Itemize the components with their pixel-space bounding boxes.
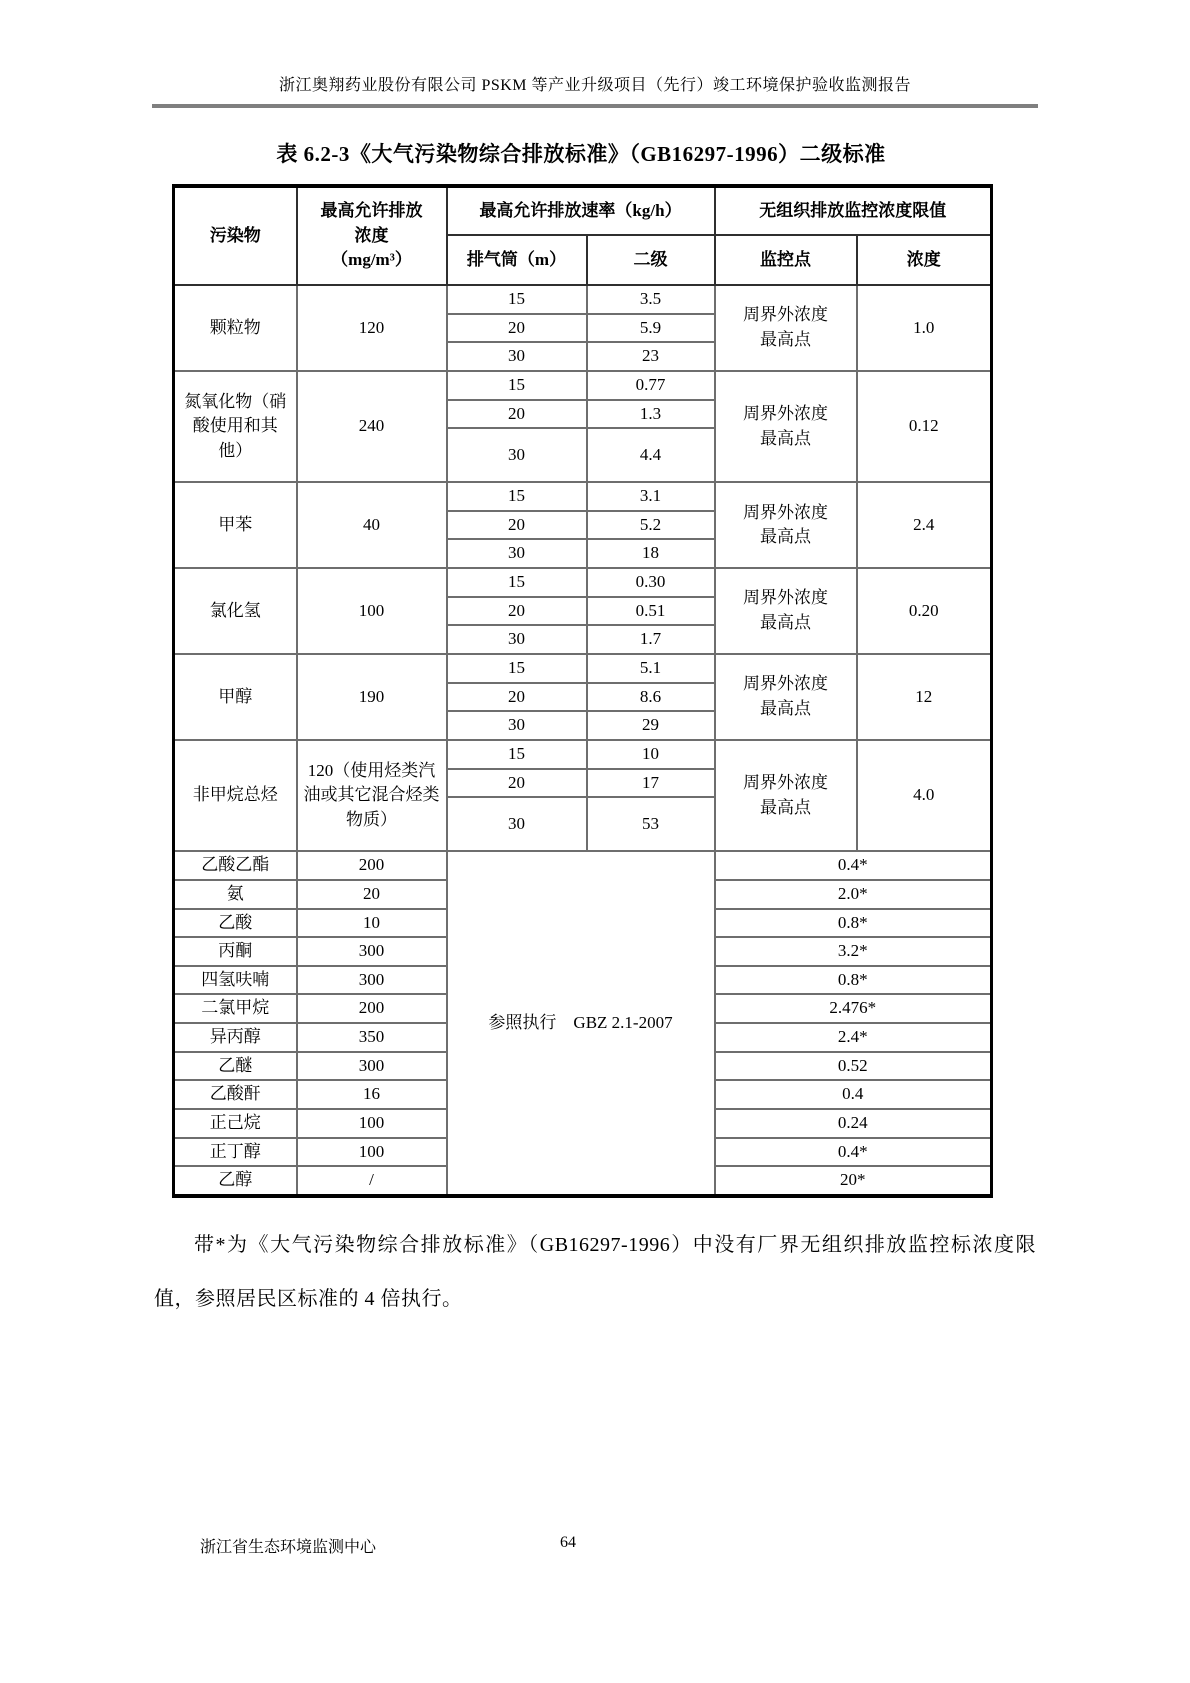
stack-height-cell: 20 — [447, 597, 587, 626]
pollutant-name-cell: 氯化氢 — [174, 568, 297, 654]
max-concentration-cell: 240 — [297, 371, 447, 482]
stack-height-cell: 30 — [447, 797, 587, 851]
pollutant-name-cell: 氮氧化物（硝酸使用和其他） — [174, 371, 297, 482]
page-content — [152, 72, 1038, 1326]
emission-rate-cell: 10 — [587, 740, 715, 769]
stack-height-cell: 30 — [447, 711, 587, 740]
stack-height-cell: 20 — [447, 511, 587, 540]
stack-height-cell: 30 — [447, 539, 587, 568]
monitor-point-cell — [715, 654, 857, 740]
limit-value-cell: 0.20 — [857, 568, 992, 654]
table-title: 表 6.2-3《大气污染物综合排放标准》（GB16297-1996）二级标准 — [276, 142, 886, 166]
table-row — [174, 285, 992, 314]
monitor-point-text: 周界外浓度最高点 — [743, 674, 828, 718]
pollutant-name-cell: 正丁醇 — [174, 1138, 297, 1167]
col-header-concentration-unit: （mg/m³） — [331, 250, 412, 270]
table-row — [174, 568, 992, 597]
col-header-rate: 最高允许排放速率（kg/h） — [447, 186, 715, 235]
monitor-point-text: 周界外浓度最高点 — [743, 502, 828, 547]
pollutant-name-cell: 乙酸乙酯 — [174, 851, 297, 880]
emission-rate-cell: 0.77 — [587, 371, 715, 400]
emission-rate-cell: 4.4 — [587, 428, 715, 482]
emission-rate-cell: 1.7 — [587, 625, 715, 654]
col-header-fugitive: 无组织排放监控浓度限值 — [715, 186, 992, 235]
limit-value-cell: 0.4 — [715, 1080, 992, 1109]
limit-value-cell: 4.0 — [857, 740, 992, 851]
emission-rate-cell: 17 — [587, 769, 715, 798]
limit-value-cell: 0.8* — [715, 909, 992, 938]
reference-note-cell: 参照执行 GBZ 2.1-2007 — [447, 851, 715, 1196]
emission-rate-cell: 1.3 — [587, 400, 715, 429]
stack-height-cell: 30 — [447, 428, 587, 482]
table-row — [174, 371, 992, 400]
table-header-row-1 — [174, 186, 992, 235]
emission-rate-cell: 3.1 — [587, 482, 715, 511]
pollutant-name-cell: 乙酸酐 — [174, 1080, 297, 1109]
emission-rate-cell: 0.30 — [587, 568, 715, 597]
limit-value-cell: 2.4 — [857, 482, 992, 568]
monitor-point-cell — [715, 568, 857, 654]
page-header-text: 浙江奥翔药业股份有限公司 PSKM 等产业升级项目（先行）竣工环境保护验收监测报告 — [278, 77, 912, 94]
pollutant-name-cell: 氨 — [174, 880, 297, 909]
limit-value-cell: 2.4* — [715, 1023, 992, 1052]
max-concentration-cell: 100 — [297, 1109, 447, 1138]
pollutant-name-cell: 异丙醇 — [174, 1023, 297, 1052]
emission-rate-cell: 29 — [587, 711, 715, 740]
stack-height-cell: 20 — [447, 314, 587, 343]
max-concentration-cell: 120 — [297, 285, 447, 371]
col-header-concentration — [297, 186, 447, 285]
max-concentration-cell: 40 — [297, 482, 447, 568]
stack-height-cell: 30 — [447, 342, 587, 371]
stack-height-cell: 15 — [447, 371, 587, 400]
table-row — [174, 851, 992, 880]
stack-height-cell: 15 — [447, 285, 587, 314]
max-concentration-cell: 100 — [297, 1138, 447, 1167]
stack-height-cell: 15 — [447, 568, 587, 597]
max-concentration-cell: 16 — [297, 1080, 447, 1109]
limit-value-cell: 0.12 — [857, 371, 992, 482]
limit-value-cell: 3.2* — [715, 937, 992, 966]
emission-rate-cell: 18 — [587, 539, 715, 568]
monitor-point-cell — [715, 482, 857, 568]
stack-height-cell: 30 — [447, 625, 587, 654]
stack-height-cell: 20 — [447, 683, 587, 712]
limit-value-cell: 20* — [715, 1166, 992, 1196]
max-concentration-cell: 10 — [297, 909, 447, 938]
emission-rate-cell: 8.6 — [587, 683, 715, 712]
pollutant-name-cell: 二氯甲烷 — [174, 994, 297, 1023]
monitor-point-text: 周界外浓度最高点 — [743, 772, 828, 817]
emission-rate-cell: 53 — [587, 797, 715, 851]
monitor-point-text: 周界外浓度最高点 — [743, 403, 828, 448]
limit-value-cell: 0.4* — [715, 1138, 992, 1167]
max-concentration-cell: 300 — [297, 937, 447, 966]
max-concentration-cell: 200 — [297, 994, 447, 1023]
max-concentration-cell: 300 — [297, 966, 447, 995]
header-rule — [152, 104, 1038, 108]
table-row — [174, 482, 992, 511]
monitor-point-cell — [715, 740, 857, 851]
table-row — [174, 740, 992, 769]
limit-value-cell: 12 — [857, 654, 992, 740]
footer-org: 浙江省生态环境监测中心 — [200, 1539, 377, 1556]
max-concentration-cell: 350 — [297, 1023, 447, 1052]
pollutant-name-cell: 乙醇 — [174, 1166, 297, 1196]
pollutant-name-cell: 非甲烷总烃 — [174, 740, 297, 851]
standards-table — [172, 184, 993, 1198]
col-header-monitor: 监控点 — [715, 235, 857, 285]
stack-height-cell: 20 — [447, 769, 587, 798]
monitor-point-cell — [715, 285, 857, 371]
footnote: 带*为《大气污染物综合排放标准》（GB16297-1996）中没有厂界无组织排放监控标浓度限值，参照居民区标准的 4 倍执行。 — [154, 1233, 1036, 1310]
limit-value-cell: 0.4* — [715, 851, 992, 880]
pollutant-name-cell: 颗粒物 — [174, 285, 297, 371]
monitor-point-text: 周界外浓度最高点 — [743, 305, 828, 349]
emission-rate-cell: 23 — [587, 342, 715, 371]
monitor-point-text: 周界外浓度最高点 — [743, 588, 828, 633]
monitor-point-cell — [715, 371, 857, 482]
limit-value-cell: 1.0 — [857, 285, 992, 371]
max-concentration-cell: 190 — [297, 654, 447, 740]
limit-value-cell: 0.24 — [715, 1109, 992, 1138]
max-concentration-cell: 120（使用烃类汽油或其它混合烃类物质） — [297, 740, 447, 851]
col-header-limit: 浓度 — [857, 235, 992, 285]
page-number: 64 — [560, 1534, 576, 1551]
table-row — [174, 654, 992, 683]
max-concentration-cell: 300 — [297, 1052, 447, 1081]
limit-value-cell: 2.0* — [715, 880, 992, 909]
col-header-stack: 排气筒（m） — [447, 235, 587, 285]
emission-rate-cell: 5.2 — [587, 511, 715, 540]
stack-height-cell: 20 — [447, 400, 587, 429]
pollutant-name-cell: 四氢呋喃 — [174, 966, 297, 995]
emission-rate-cell: 3.5 — [587, 285, 715, 314]
pollutant-name-cell: 甲醇 — [174, 654, 297, 740]
max-concentration-cell: / — [297, 1166, 447, 1196]
max-concentration-cell: 20 — [297, 880, 447, 909]
col-header-pollutant: 污染物 — [174, 186, 297, 285]
max-concentration-cell: 100 — [297, 568, 447, 654]
stack-height-cell: 15 — [447, 740, 587, 769]
emission-rate-cell: 5.1 — [587, 654, 715, 683]
emission-rate-cell: 5.9 — [587, 314, 715, 343]
max-concentration-cell: 200 — [297, 851, 447, 880]
pollutant-name-cell: 乙醚 — [174, 1052, 297, 1081]
limit-value-cell: 2.476* — [715, 994, 992, 1023]
col-header-level: 二级 — [587, 235, 715, 285]
emission-rate-cell: 0.51 — [587, 597, 715, 626]
pollutant-name-cell: 丙酮 — [174, 937, 297, 966]
pollutant-name-cell: 乙酸 — [174, 909, 297, 938]
pollutant-name-cell: 正己烷 — [174, 1109, 297, 1138]
stack-height-cell: 15 — [447, 482, 587, 511]
pollutant-name-cell: 甲苯 — [174, 482, 297, 568]
limit-value-cell: 0.52 — [715, 1052, 992, 1081]
limit-value-cell: 0.8* — [715, 966, 992, 995]
col-header-concentration-label: 最高允许排放浓度 — [320, 201, 423, 245]
stack-height-cell: 15 — [447, 654, 587, 683]
